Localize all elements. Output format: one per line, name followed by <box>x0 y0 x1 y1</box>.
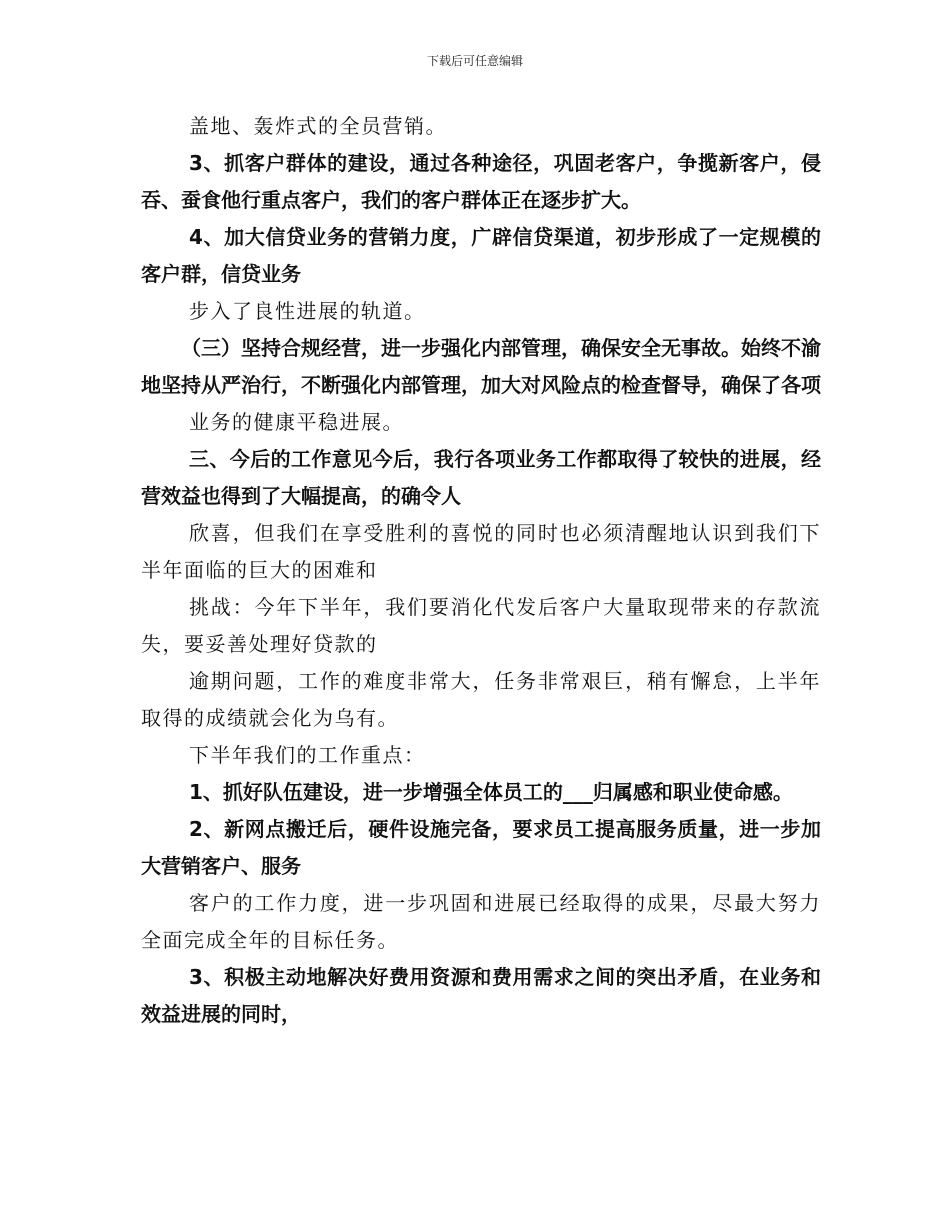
paragraph: 下半年我们的工作重点： <box>189 743 426 767</box>
paragraph: 3、积极主动地解决好费用资源和费用需求之间的突出矛盾，在业务和效益进展的同时， <box>141 965 821 1026</box>
paragraph: （三）坚持合规经营，进一步强化内部管理，确保安全无事故。始终不渝地坚持从严治行，不断强化内部管理，加大对风险点的检查督导，确保了各项 <box>141 336 821 397</box>
paragraph: 盖地、轰炸式的全员营销。 <box>189 114 447 138</box>
paragraph: 三、今后的工作意见今后，我行各项业务工作都取得了较快的进展，经营效益也得到了大幅提高，的确令人 <box>141 447 821 508</box>
paragraph: 逾期问题，工作的难度非常大，任务非常艰巨，稍有懈怠，上半年取得的成绩就会化为乌有。 <box>141 669 821 730</box>
paragraph: 欣喜，但我们在享受胜利的喜悦的同时也必须清醒地认识到我们下半年面临的巨大的困难和 <box>141 521 821 582</box>
paragraph: 客户的工作力度，进一步巩固和进展已经取得的成果，尽最大努力全面完成全年的目标任务。 <box>141 891 821 952</box>
paragraph: 1、抓好队伍建设，进一步增强全体员工的___归属感和职业使命感。 <box>189 780 793 804</box>
paragraph: 挑战：今年下半年，我们要消化代发后客户大量取现带来的存款流失，要妥善处理好贷款的 <box>141 595 821 656</box>
paragraph: 3、抓客户群体的建设，通过各种途径，巩固老客户，争揽新客户，侵吞、蚕食他行重点客户，我们的客户群体正在逐步扩大。 <box>141 151 821 212</box>
paragraph: 4、加大信贷业务的营销力度，广辟信贷渠道，初步形成了一定规模的客户群，信贷业务 <box>141 225 821 286</box>
paragraph: 2、新网点搬迁后，硬件设施完备，要求员工提高服务质量，进一步加大营销客户、服务 <box>141 817 821 878</box>
document-body <box>141 108 821 1033</box>
paragraph: 业务的健康平稳进展。 <box>189 410 404 434</box>
paragraph: 步入了良性进展的轨道。 <box>189 299 426 323</box>
page-header: 下载后可任意编辑 <box>426 54 523 68</box>
